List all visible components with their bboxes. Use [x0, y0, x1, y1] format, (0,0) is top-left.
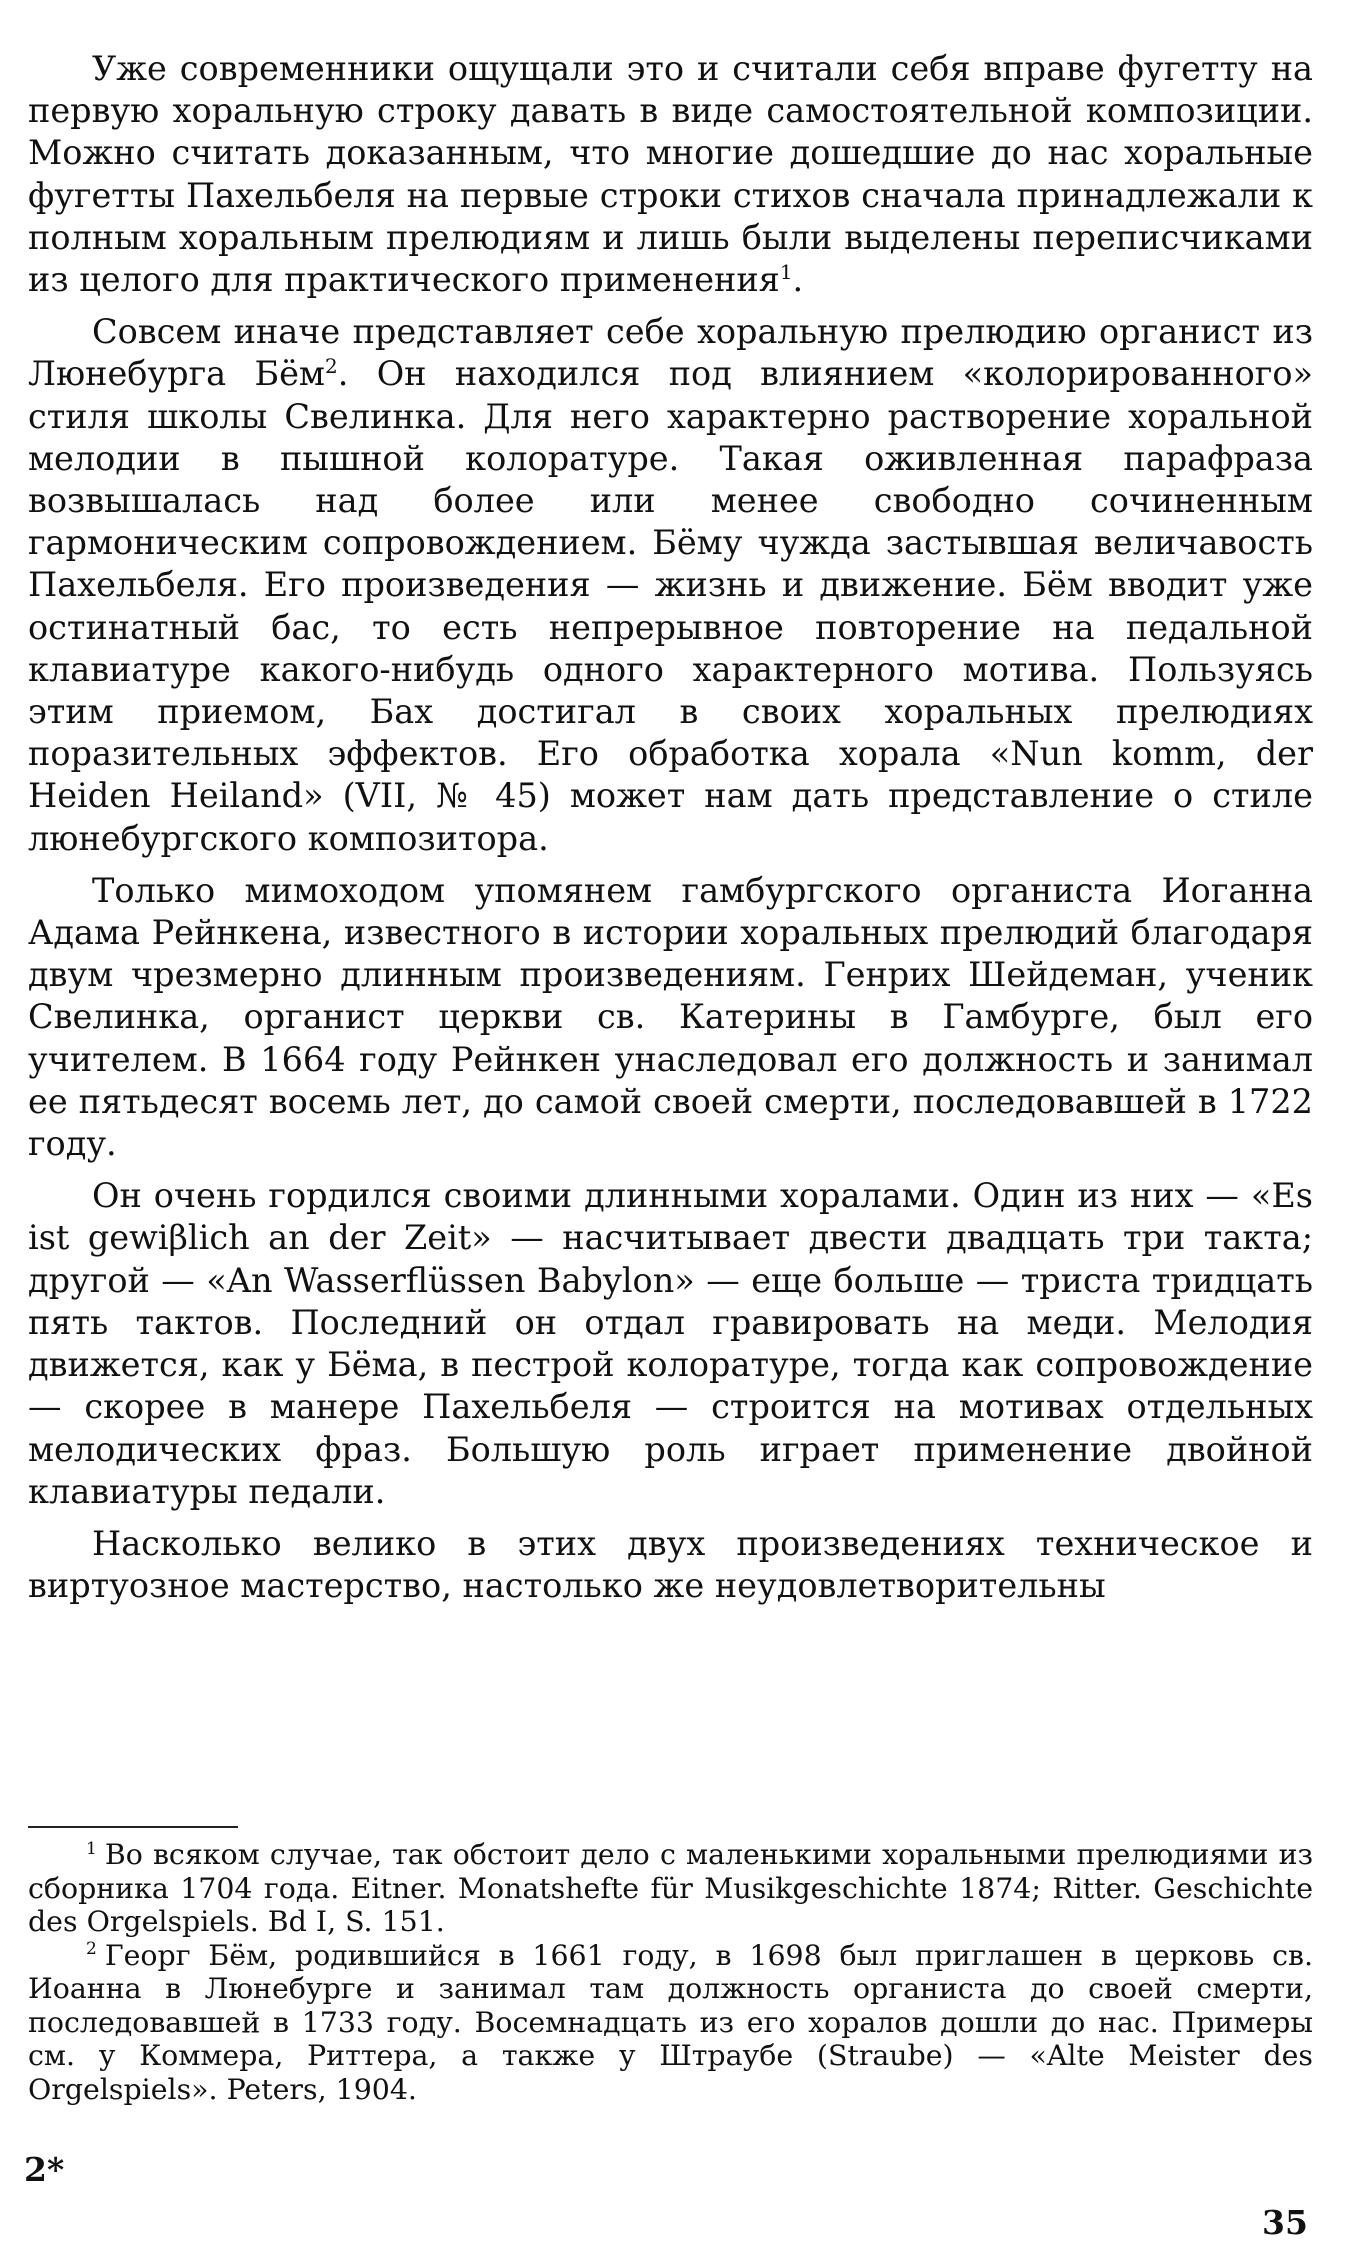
- footnote-mark: 2: [86, 1939, 97, 1960]
- paragraph-5: [28, 1523, 1313, 1607]
- footnote-text: Во всяком случае, так обстоит дело с маленькими хоральными прелюдиями из сборника 1704 года. Eitner. Monatshefte für Musikgeschichte 1874; Ritter. Geschichte des Orgelspiels. Bd I, S. 151.: [28, 1838, 1313, 1938]
- paragraph-2: [28, 311, 1313, 860]
- paragraph-text: Насколько велико в этих двух произведениях техническое и виртуозное мастерство, настолько же неудовлетворительны: [28, 1523, 1313, 1606]
- paragraph-tail: .: [792, 260, 804, 300]
- signature-mark: 2*: [24, 2150, 65, 2189]
- page-number: 35: [1262, 2203, 1308, 2242]
- footnote-2: [28, 1939, 1313, 2107]
- paragraph-3: [28, 870, 1313, 1165]
- footnote-text: Георг Бём, родившийся в 1661 году, в 1698 был приглашен в церковь св. Иоанна в Люнебурге и занимал там должность органиста до своей смерти, последовавшей в 1733 году. Восемнадцать из его хоралов дошли до нас. Примеры см. у Коммера, Риттера, а также у Штраубе (Straube) — «Alte Meister des Orgelspiels». Peters, 1904.: [28, 1938, 1313, 2106]
- paragraph-text: Только мимоходом упомянем гамбургского органиста Иоганна Адама Рейнкена, известного в истории хоральных прелюдий благодаря двум чрезмерно длинным произведениям. Генрих Шейдеман, ученик Свелинка, органист церкви св. Катерины в Гамбурге, был его учителем. В 1664 году Рейнкен унаследовал его должность и занимал ее пятьдесят восемь лет, до самой своей смерти, последовавшей в 1722 году.: [28, 870, 1313, 1164]
- footnote-1: [28, 1838, 1313, 1939]
- footnote-divider: [28, 1826, 238, 1828]
- footnote-ref-2[interactable]: 2: [324, 354, 338, 379]
- main-text: [28, 48, 1313, 1617]
- paragraph-1: [28, 48, 1313, 301]
- paragraph-text: Совсем иначе представляет себе хоральную прелюдию органист из Люнебурга Бём: [28, 312, 1313, 394]
- paragraph-text: Уже современники ощущали это и считали себя вправе фугетту на первую хоральную строку давать в виде самостоятельной композиции. Можно считать доказанным, что многие дошедшие до нас хоральные фугетты Пахельбеля на первые строки стихов сначала принадлежали к полным хоральным прелюдиям и лишь были выделены переписчиками из целого для практического применения: [28, 49, 1313, 300]
- paragraph-text: Он очень гордился своими длинными хоралами. Один из них — «Es ist gewiβlich an der Zeit» — насчитывает двести двадцать три такта; другой — «An Wasserflüssen Babylon» — еще больше — триста тридцать пять тактов. Последний он отдал гравировать на меди. Мелодия движется, как у Бёма, в пестрой колоратуре, тогда как сопровождение — скорее в манере Пахельбеля — строится на мотивах отдельных мелодических фраз. Большую роль играет применение двойной клавиатуры педали.: [28, 1176, 1313, 1511]
- footnote-ref-1[interactable]: 1: [779, 259, 793, 284]
- paragraph-tail: . Он находился под влиянием «колорированного» стиля школы Свелинка. Для него характерно растворение хоральной мелодии в пышной колоратуре. Такая оживленная парафраза возвышалась над более или менее свободно сочиненным гармоническим сопровождением. Бёму чужда застывшая величавость Пахельбеля. Его произведения — жизнь и движение. Бём вводит уже остинатный бас, то есть непрерывное повторение на педальной клавиатуре какого-нибудь одного характерного мотива. Пользуясь этим приемом, Бах достигал в своих хоральных прелюдиях поразительных эффектов. Его обработка хорала «Nun komm, der Heiden Heiland» (VII, № 45) может нам дать представление о стиле люнебургского композитора.: [28, 354, 1313, 858]
- footnotes: [28, 1838, 1313, 2106]
- paragraph-4: [28, 1175, 1313, 1513]
- footnote-mark: 1: [86, 1838, 97, 1859]
